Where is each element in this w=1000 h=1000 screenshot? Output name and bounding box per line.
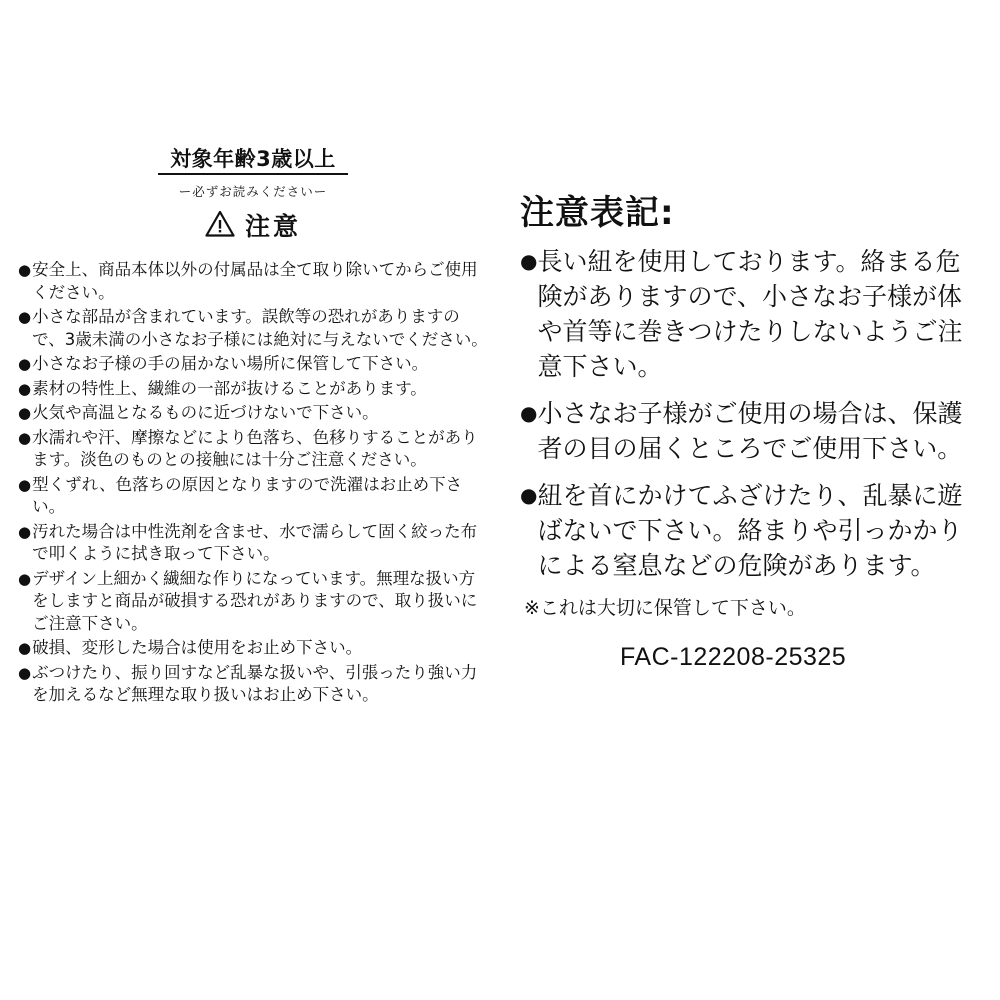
age-notice-underline bbox=[158, 173, 348, 175]
list-item bbox=[18, 568, 488, 636]
list-item bbox=[18, 662, 488, 707]
list-item-text: 型くずれ、色落ちの原因となりますので洗濯はお止め下さい。 bbox=[32, 474, 463, 517]
list-item bbox=[18, 353, 488, 376]
list-item-text: 素材の特性上、繊維の一部が抜けることがあります。 bbox=[32, 378, 427, 398]
list-item-text: 水濡れや汗、摩擦などにより色落ち、色移りすることがあります。淡色のものとの接触には十分ご注意ください。 bbox=[32, 427, 478, 470]
right-column bbox=[520, 185, 985, 672]
list-item-text: 破損、変形した場合は使用をお止め下さい。 bbox=[32, 638, 363, 658]
keep-note-text: ※これは大切に保管して下さい。 bbox=[524, 597, 806, 619]
list-item-text: 火気や高温となるものに近づけないで下さい。 bbox=[32, 403, 379, 423]
product-code: FAC-122208-25325 bbox=[620, 643, 847, 671]
list-item bbox=[520, 396, 985, 466]
bullet-icon: ● bbox=[18, 355, 32, 374]
warning-triangle-icon bbox=[205, 210, 235, 241]
must-read-text: ー必ずお読みくださいー bbox=[178, 184, 328, 200]
list-item bbox=[520, 244, 985, 384]
list-item-text: 小さなお子様がご使用の場合は、保護者の目の届くところでご使用下さい。 bbox=[537, 399, 963, 463]
list-item bbox=[18, 378, 488, 401]
right-warning-list bbox=[520, 244, 985, 583]
list-item bbox=[18, 427, 488, 472]
bullet-icon: ● bbox=[520, 483, 538, 507]
list-item-text: デザイン上細かく繊細な作りになっています。無理な扱い方をしますと商品が破損する恐れがありますので、取り扱いにご注意下さい。 bbox=[32, 568, 478, 633]
list-item bbox=[18, 637, 488, 660]
list-item bbox=[18, 521, 488, 566]
list-item bbox=[18, 474, 488, 519]
list-item-text: 小さなお子様の手の届かない場所に保管して下さい。 bbox=[32, 354, 429, 374]
left-column bbox=[18, 148, 488, 709]
list-item-text: ぶつけたり、振り回すなど乱暴な扱いや、引張ったり強い力を加えるなど無理な取り扱いはお止め下さい。 bbox=[32, 662, 478, 705]
list-item-text: 小さな部品が含まれています。誤飲等の恐れがありますので、3歳未満の小さなお子様には絶対に与えないでください。 bbox=[32, 307, 488, 349]
list-item bbox=[18, 259, 488, 304]
age-notice-block bbox=[18, 148, 488, 175]
bullet-icon: ● bbox=[18, 308, 32, 327]
caution-heading bbox=[18, 207, 488, 243]
list-item bbox=[520, 478, 985, 583]
bullet-icon: ● bbox=[18, 428, 32, 447]
section-title: 注意表記: bbox=[520, 193, 675, 233]
bullet-icon: ● bbox=[18, 475, 32, 494]
bullet-icon: ● bbox=[18, 569, 32, 588]
bullet-icon: ● bbox=[18, 639, 32, 658]
bullet-icon: ● bbox=[18, 404, 32, 423]
list-item-text: 長い紐を使用しております。絡まる危険がありますので、小さなお子様が体や首等に巻きつけたりしないようご注意下さい。 bbox=[537, 247, 963, 381]
bullet-icon: ● bbox=[18, 261, 32, 280]
bullet-icon: ● bbox=[18, 379, 32, 398]
age-notice-text: 対象年齢3歳以上 bbox=[170, 147, 336, 171]
list-item-text: 安全上、商品本体以外の付属品は全て取り除いてからご使用ください。 bbox=[32, 260, 478, 302]
bullet-icon: ● bbox=[18, 522, 32, 541]
caution-label: 注意 bbox=[244, 212, 301, 242]
list-item-text: 紐を首にかけてふざけたり、乱暴に遊ばないで下さい。絡まりや引っかかりによる窒息などの危険があります。 bbox=[537, 481, 963, 580]
bullet-icon: ● bbox=[520, 401, 538, 425]
list-item bbox=[18, 402, 488, 425]
bullet-icon: ● bbox=[520, 249, 538, 273]
left-warning-list bbox=[18, 259, 488, 707]
list-item-text: 汚れた場合は中性洗剤を含ませ、水で濡らして固く絞った布で叩くように拭き取って下さい。 bbox=[32, 521, 478, 564]
list-item bbox=[18, 306, 488, 351]
bullet-icon: ● bbox=[18, 663, 32, 682]
